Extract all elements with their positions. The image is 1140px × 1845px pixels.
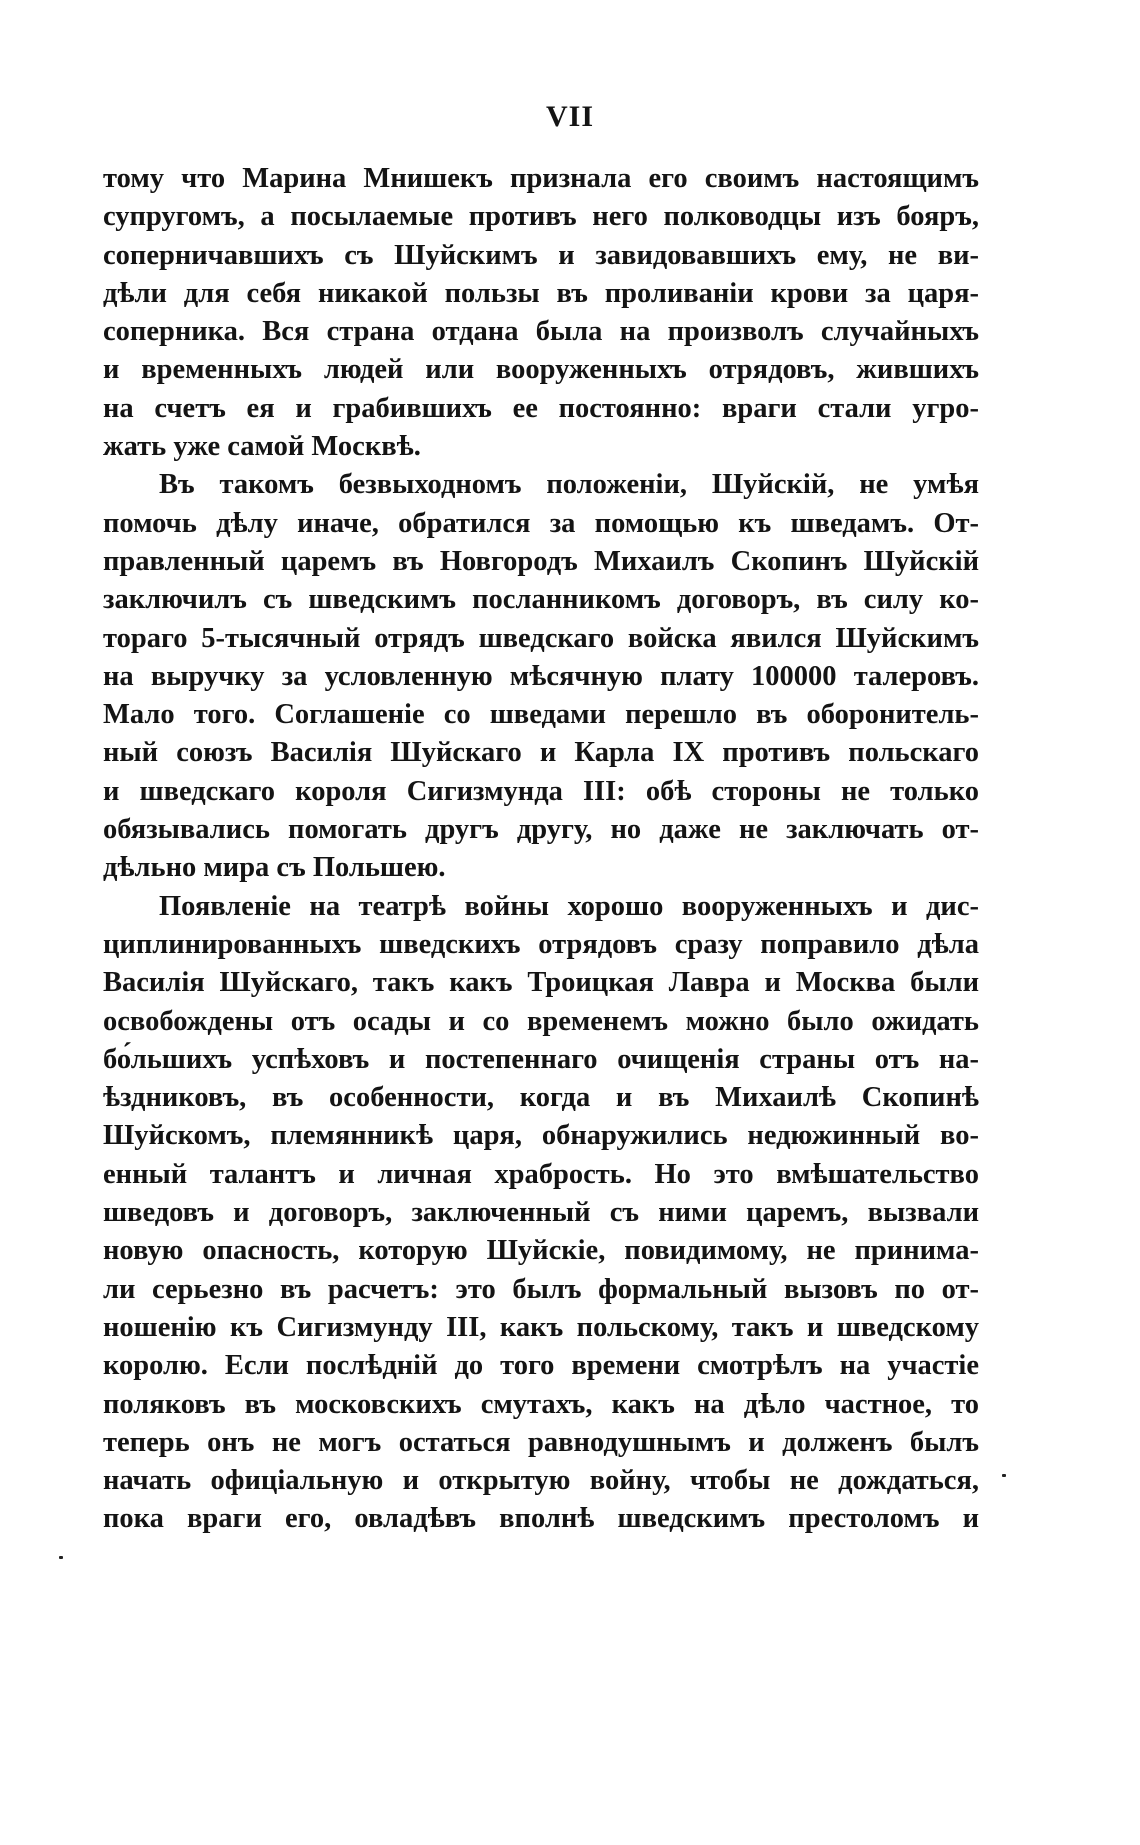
text-line: Шуйскомъ, племянникѣ царя, обнаружились недюжинный во- [103,1120,979,1152]
text-line: королю. Если послѣдній до того времени смотрѣлъ на участіе [103,1350,979,1382]
text-line: начать офиціальную и открытую войну, чтобы не дождаться, [103,1465,979,1497]
text-line: новую опасность, которую Шуйскіе, повидимому, не принима- [103,1235,979,1267]
text-line: ный союзъ Василія Шуйскаго и Карла IX противъ польскаго [103,737,979,769]
text-line: освобождены отъ осады и со временемъ можно было ожидать [103,1005,979,1037]
text-line: заключилъ съ шведскимъ посланникомъ договоръ, въ силу ко- [103,584,979,616]
text-line: обязывались помогать другъ другу, но даже не заключать от- [103,814,979,846]
text-line: поляковъ въ московскихъ смутахъ, какъ на дѣло частное, то [103,1388,979,1420]
text-line: соперничавшихъ съ Шуйскимъ и завидовавшихъ ему, не ви- [103,239,979,271]
text-line: Мало того. Соглашеніе со шведами перешло въ оборонитель- [103,699,979,731]
text-line: теперь онъ не могъ остаться равнодушнымъ и долженъ былъ [103,1426,979,1458]
text-line: тораго 5-тысячный отрядъ шведскаго войска явился Шуйскимъ [103,622,979,654]
text-line: циплинированныхъ шведскихъ отрядовъ сразу поправило дѣла [103,928,979,960]
text-line: дѣльно мира съ Польшею. [103,852,446,884]
text-line: правленный царемъ въ Новгородъ Михаилъ Скопинъ Шуйскій [103,545,979,577]
text-line: на выручку за условленную мѣсячную плату 100000 талеровъ. [103,660,979,692]
body-text [103,160,979,1539]
text-line: пока враги его, овладѣвъ вполнѣ шведскимъ престоломъ и [103,1503,979,1535]
text-line: ли серьезно въ расчетъ: это былъ формальный вызовъ по от- [103,1273,979,1305]
scan-speck [1002,1474,1006,1477]
text-line: енный талантъ и личная храбрость. Но это вмѣшательство [103,1158,979,1190]
text-line: соперника. Вся страна отдана была на произволъ случайныхъ [103,316,979,348]
text-line: помочь дѣлу иначе, обратился за помощью къ шведамъ. От- [103,507,979,539]
page-number: VII [545,100,594,133]
text-line: Василія Шуйскаго, такъ какъ Троицкая Лавра и Москва были [103,967,979,999]
text-line: Появленіе на театрѣ войны хорошо вооруженныхъ и дис- [159,890,979,922]
text-line: супругомъ, а посылаемые противъ него полководцы изъ бояръ, [103,201,979,233]
text-line: тому что Марина Мнишекъ признала его своимъ настоящимъ [103,163,979,194]
scan-speck [59,1556,63,1559]
text-line: и временныхъ людей или вооруженныхъ отрядовъ, жившихъ [103,354,979,386]
text-line: шведовъ и договоръ, заключенный съ ними царемъ, вызвали [103,1197,979,1229]
text-line: и шведскаго короля Сигизмунда III: обѣ стороны не только [103,775,979,807]
text-line: жать уже самой Москвѣ. [103,431,421,463]
text-line: бо́льшихъ успѣховъ и постепеннаго очищенія страны отъ на- [103,1043,979,1075]
text-line: Въ такомъ безвыходномъ положеніи, Шуйскій, не умѣя [159,469,979,501]
text-line: дѣли для себя никакой пользы въ проливаніи крови за царя- [103,277,979,309]
text-line: ношенію къ Сигизмунду III, какъ польскому, такъ и шведскому [103,1311,979,1343]
text-line: на счетъ ея и грабившихъ ее постоянно: враги стали угро- [103,392,979,424]
text-line: ѣздниковъ, въ особенности, когда и въ Михаилѣ Скопинѣ [103,1082,979,1114]
